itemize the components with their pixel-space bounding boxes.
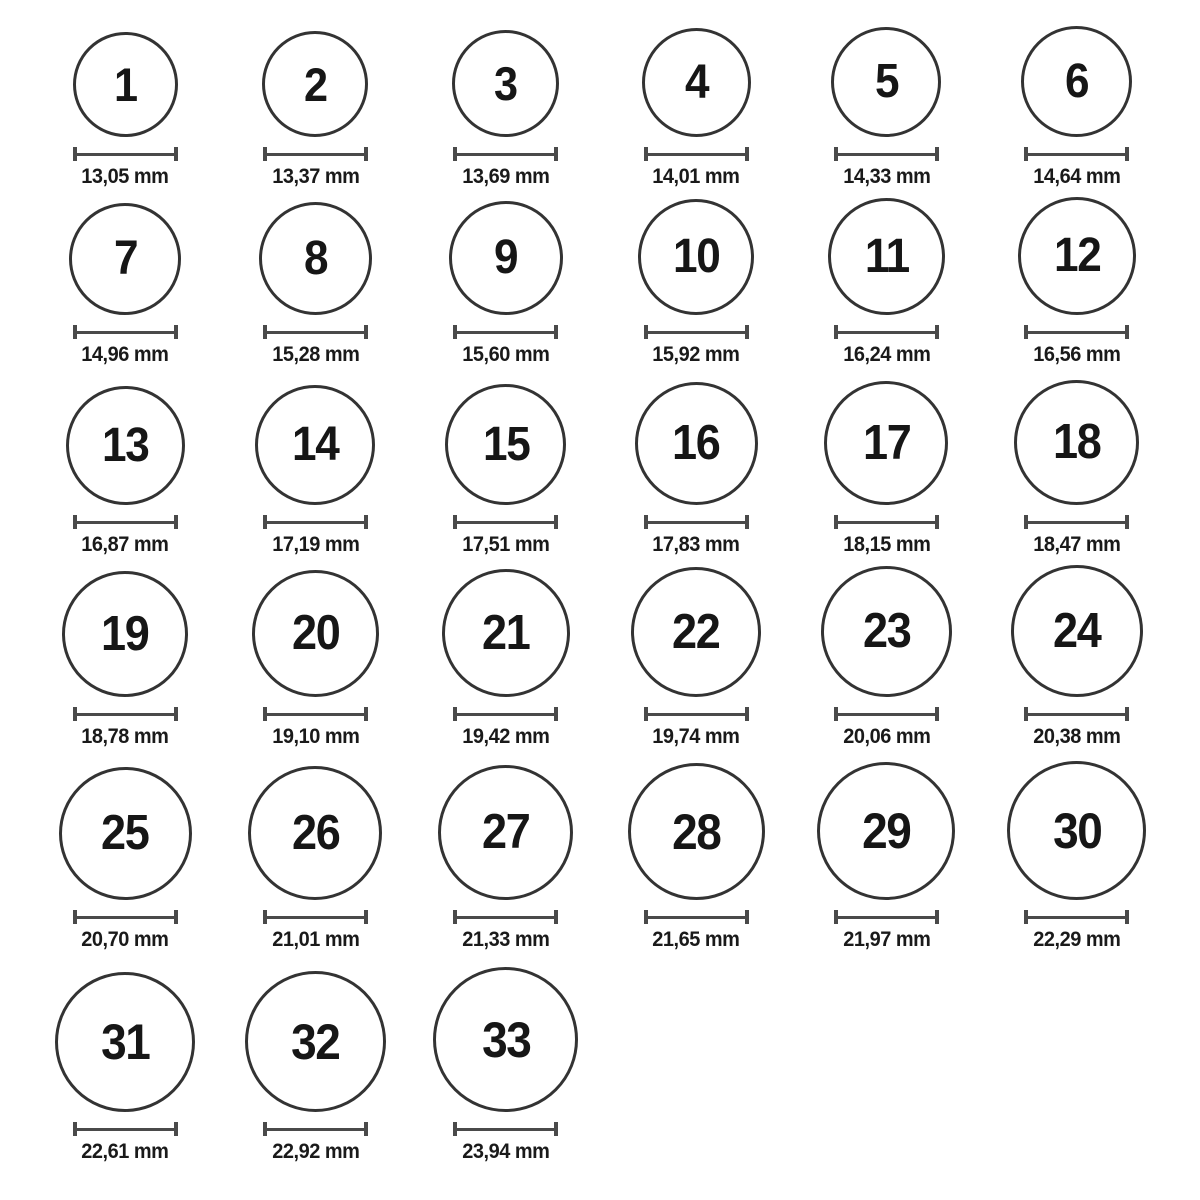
diameter-measure-line [453,515,558,529]
ring-circle [831,27,941,137]
ring-size-cell [69,203,181,367]
diameter-label: 17,51 mm [462,533,550,556]
ring-size-number: 31 [100,1014,150,1070]
measure-tick-right-icon [554,325,558,339]
ring-size-number: 7 [113,232,137,285]
ring-size-cell [1018,197,1136,367]
measure-bar [838,331,935,334]
measure-bar [838,916,935,919]
ring-circle [638,199,754,315]
ring-size-number: 1 [113,58,137,111]
ring-circle [433,967,578,1112]
ring-size-row [30,367,1172,557]
diameter-label: 23,94 mm [462,1140,550,1163]
ring-size-cell [248,766,382,952]
ring-circle [255,385,375,505]
measure-tick-right-icon [745,910,749,924]
diameter-label: 20,38 mm [1033,725,1121,748]
ring-size-cell [628,763,765,952]
ring-size-row [30,189,1172,367]
measure-tick-right-icon [745,515,749,529]
measure-tick-right-icon [745,147,749,161]
ring-size-number: 6 [1065,54,1089,108]
diameter-label: 21,01 mm [271,928,360,951]
ring-circle [828,198,945,315]
ring-circle [631,567,761,697]
ring-size-number: 14 [292,418,339,471]
ring-size-cell [828,198,945,367]
ring-circle [438,765,573,900]
ring-size-number: 16 [672,416,720,470]
diameter-label: 13,69 mm [462,165,550,188]
ring-size-number: 27 [482,805,530,859]
diameter-measure-line [644,325,749,339]
measure-tick-right-icon [1125,707,1129,721]
ring-circle [55,972,195,1112]
measure-tick-right-icon [935,325,939,339]
diameter-measure-line [453,147,558,161]
measure-bar [648,331,745,334]
ring-circle [252,570,379,697]
measure-tick-right-icon [554,1122,558,1136]
ring-circle [642,28,751,137]
ring-size-number: 17 [862,415,911,470]
ring-size-number: 11 [864,229,909,283]
ring-size-number: 21 [482,605,530,660]
ring-size-number: 2 [304,57,327,111]
diameter-label: 21,97 mm [842,928,931,951]
diameter-measure-line [453,1122,558,1136]
measure-bar [77,916,174,919]
ring-circle [245,971,386,1112]
diameter-measure-line [73,147,178,161]
ring-size-cell [631,567,761,749]
ring-circle [449,201,563,315]
measure-tick-right-icon [554,707,558,721]
measure-bar [1028,713,1125,716]
measure-tick-right-icon [554,147,558,161]
diameter-measure-line [263,707,368,721]
diameter-measure-line [834,910,939,924]
measure-bar [648,916,745,919]
diameter-label: 16,24 mm [842,343,931,366]
measure-tick-right-icon [935,707,939,721]
measure-bar [457,153,554,156]
measure-tick-right-icon [174,325,178,339]
measure-bar [838,713,935,716]
ring-size-number: 9 [494,231,518,284]
measure-tick-right-icon [554,515,558,529]
ring-circle [824,381,948,505]
diameter-label: 16,56 mm [1033,343,1121,366]
measure-tick-right-icon [935,910,939,924]
diameter-measure-line [263,325,368,339]
diameter-measure-line [644,147,749,161]
ring-size-cell [255,385,375,557]
ring-size-number: 18 [1053,415,1101,469]
diameter-measure-line [834,325,939,339]
measure-tick-right-icon [745,707,749,721]
ring-circle [262,31,368,137]
diameter-measure-line [1024,325,1129,339]
ring-size-number: 8 [303,231,328,285]
diameter-label: 16,87 mm [81,533,169,556]
ring-size-number: 4 [684,55,708,109]
ring-circle [1021,26,1132,137]
diameter-label: 19,42 mm [462,725,550,748]
ring-size-cell [1021,26,1132,189]
ring-circle [59,767,192,900]
ring-size-number: 32 [291,1013,340,1070]
measure-tick-right-icon [935,147,939,161]
diameter-measure-line [263,910,368,924]
diameter-measure-line [73,910,178,924]
measure-bar [267,1128,364,1131]
diameter-measure-line [263,1122,368,1136]
ring-circle [817,762,955,900]
diameter-label: 17,19 mm [271,533,360,556]
ring-circle [1011,565,1143,697]
diameter-label: 17,83 mm [652,533,740,556]
diameter-measure-line [644,707,749,721]
measure-tick-right-icon [1125,147,1129,161]
diameter-label: 15,60 mm [462,343,550,366]
measure-bar [1028,331,1125,334]
diameter-measure-line [1024,147,1129,161]
ring-size-cell [445,384,566,557]
ring-circle [259,202,372,315]
measure-tick-right-icon [174,1122,178,1136]
diameter-label: 22,61 mm [81,1140,169,1163]
ring-size-cell [438,765,573,952]
diameter-label: 14,33 mm [842,165,931,188]
measure-bar [457,916,554,919]
measure-bar [77,153,174,156]
measure-bar [267,153,364,156]
ring-circle [73,32,178,137]
diameter-label: 14,96 mm [81,343,169,366]
measure-tick-right-icon [364,325,368,339]
diameter-measure-line [453,325,558,339]
measure-bar [267,713,364,716]
diameter-label: 20,06 mm [842,725,931,748]
ring-size-cell [262,31,368,189]
diameter-label: 18,15 mm [842,533,931,556]
ring-circle [821,566,952,697]
measure-bar [1028,521,1125,524]
ring-size-number: 23 [862,604,911,658]
measure-tick-right-icon [364,910,368,924]
diameter-label: 21,33 mm [462,928,550,951]
ring-circle [442,569,570,697]
diameter-measure-line [834,515,939,529]
diameter-label: 13,05 mm [81,165,169,188]
ring-size-cell [817,762,955,952]
ring-size-cell [245,971,386,1164]
ring-size-number: 33 [481,1011,531,1068]
ring-circle [635,382,758,505]
ring-size-cell [831,27,941,189]
measure-bar [267,521,364,524]
ring-circle [1018,197,1136,315]
ring-size-number: 5 [874,55,899,108]
ring-size-number: 26 [291,805,340,860]
diameter-measure-line [644,515,749,529]
diameter-measure-line [1024,910,1129,924]
ring-circle [1014,380,1139,505]
measure-tick-right-icon [745,325,749,339]
diameter-label: 18,47 mm [1033,533,1121,556]
measure-bar [648,521,745,524]
diameter-measure-line [1024,515,1129,529]
diameter-measure-line [263,515,368,529]
ring-circle [66,386,185,505]
ring-size-cell [452,30,559,189]
measure-bar [1028,916,1125,919]
measure-bar [77,331,174,334]
ring-size-cell [252,570,379,749]
ring-size-cell [824,381,948,557]
ring-size-cell [449,201,563,367]
diameter-measure-line [453,707,558,721]
measure-bar [1028,153,1125,156]
measure-tick-right-icon [364,515,368,529]
ring-size-number: 24 [1053,603,1101,658]
diameter-measure-line [73,515,178,529]
measure-tick-right-icon [174,515,178,529]
measure-bar [77,1128,174,1131]
ring-size-number: 20 [291,606,340,660]
ring-size-number: 29 [862,803,911,859]
diameter-measure-line [1024,707,1129,721]
measure-bar [648,153,745,156]
measure-tick-right-icon [364,707,368,721]
ring-size-cell [642,28,751,189]
diameter-measure-line [73,707,178,721]
diameter-label: 14,01 mm [652,165,740,188]
diameter-label: 13,37 mm [271,165,360,188]
ring-circle [445,384,566,505]
diameter-label: 19,10 mm [271,725,360,748]
measure-tick-right-icon [1125,910,1129,924]
diameter-label: 22,29 mm [1033,928,1121,951]
ring-circle [69,203,181,315]
ring-circle [452,30,559,137]
ring-size-cell [55,972,195,1164]
diameter-measure-line [73,1122,178,1136]
ring-size-number: 15 [482,417,529,471]
measure-tick-right-icon [935,515,939,529]
diameter-measure-line [834,707,939,721]
measure-tick-right-icon [364,147,368,161]
ring-size-number: 3 [494,57,518,110]
ring-size-row [30,557,1172,749]
ring-size-cell [1007,761,1146,952]
measure-bar [838,153,935,156]
ring-size-row [30,952,1172,1164]
measure-bar [457,1128,554,1131]
ring-size-number: 13 [101,418,149,472]
ring-size-row [30,749,1172,952]
diameter-measure-line [453,910,558,924]
diameter-label: 18,78 mm [81,725,169,748]
measure-bar [267,916,364,919]
ring-size-cell [66,386,185,557]
diameter-label: 14,64 mm [1033,165,1121,188]
ring-circle [1007,761,1146,900]
ring-size-number: 30 [1052,802,1102,859]
ring-circle [62,571,188,697]
ring-size-cell [1011,565,1143,749]
measure-tick-right-icon [1125,325,1129,339]
diameter-label: 22,92 mm [271,1140,360,1163]
diameter-measure-line [263,147,368,161]
ring-size-number: 28 [671,803,721,860]
ring-size-number: 10 [672,230,720,283]
measure-bar [457,713,554,716]
diameter-label: 21,65 mm [652,928,740,951]
measure-tick-right-icon [1125,515,1129,529]
ring-size-cell [259,202,372,367]
diameter-label: 15,28 mm [271,343,360,366]
ring-size-number: 19 [101,606,149,661]
ring-size-row [30,4,1172,189]
measure-bar [648,713,745,716]
ring-size-number: 25 [101,806,149,860]
measure-bar [267,331,364,334]
ring-size-cell [635,382,758,557]
ring-size-cell [442,569,570,749]
ring-size-cell [1014,380,1139,557]
ring-size-number: 12 [1053,229,1100,282]
diameter-label: 15,92 mm [652,343,740,366]
measure-tick-right-icon [174,910,178,924]
ring-size-cell [73,32,178,189]
ring-size-number: 22 [672,604,720,659]
measure-bar [838,521,935,524]
ring-size-cell [62,571,188,749]
measure-tick-right-icon [174,147,178,161]
diameter-label: 19,74 mm [652,725,740,748]
measure-tick-right-icon [364,1122,368,1136]
ring-size-cell [433,967,578,1164]
diameter-measure-line [834,147,939,161]
ring-circle [628,763,765,900]
ring-circle [248,766,382,900]
measure-bar [457,331,554,334]
measure-tick-right-icon [554,910,558,924]
measure-bar [77,713,174,716]
measure-bar [457,521,554,524]
ring-size-cell [59,767,192,952]
measure-bar [77,521,174,524]
diameter-measure-line [644,910,749,924]
diameter-measure-line [73,325,178,339]
ring-size-cell [821,566,952,749]
measure-tick-right-icon [174,707,178,721]
ring-size-cell [638,199,754,367]
diameter-label: 20,70 mm [81,928,169,951]
